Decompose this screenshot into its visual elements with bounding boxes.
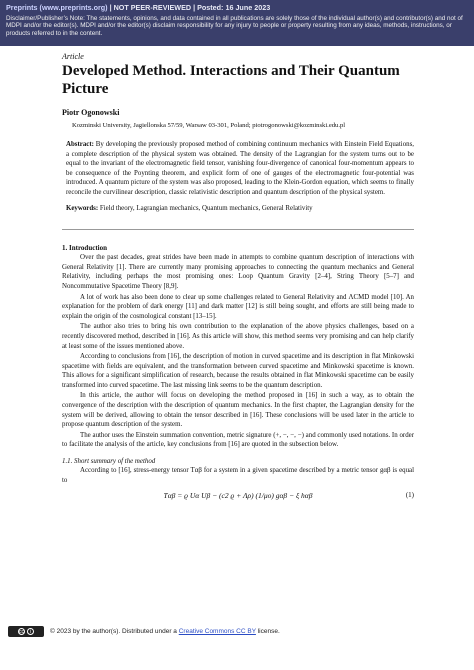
equation-number: (1) bbox=[405, 491, 414, 500]
paragraph: According to [16], stress-energy tensor Tαβ for a system in a given spacetime described by a metric tensor gαβ is equal to bbox=[62, 467, 414, 484]
attribution-icon: i bbox=[27, 628, 34, 635]
abstract-text: By developing the previously proposed method of combining continuum mechanics with Einstein Field Equations, a complete description of the physical system was obtained. The density of the Lagrangian for the system turns out to be equal to the invariant of the electromagnetic field tensor, vanishing four-divergence of canonical four-momentum appears to be consequence of the Poynting theorem, and explicit form of one of gauges of the electromagnetic four-potential was introduced. A quantum picture of the system was also proposed, leading to the Klein-Gordon equation, which seems to finally reconcile the curvilinear description, classic relativistic description and quantum description of the physical system. bbox=[66, 141, 414, 196]
license-link[interactable]: Creative Commons CC BY bbox=[178, 628, 256, 635]
paragraph: The author uses the Einstein summation convention, metric signature (+, −, −, −) and commonly used notations. In order to facilitate the analysis of the article, key conclusions from [16] are quoted in the subsection below. bbox=[62, 431, 414, 449]
banner-header: Preprints (www.preprints.org) | NOT PEER-REVIEWED | Posted: 16 June 2023 bbox=[6, 3, 271, 12]
keywords-label: Keywords: bbox=[66, 204, 99, 212]
article-body bbox=[62, 50, 414, 505]
subsection-heading: 1.1. Short summary of the method bbox=[62, 458, 156, 466]
divider bbox=[62, 229, 414, 230]
paragraph: Over the past decades, great strides have been made in attempts to combine quantum description of interactions with General Relativity [1]. There are currently many promising approaches to connecting the quantum mechanics and General Relativity, including perhaps the most promising ones: Loop Quantum Gravity [2–4], String Theory [5–7] and Noncommutative Spacetime Theory [8,9]. bbox=[62, 254, 414, 290]
equation bbox=[62, 491, 414, 505]
author-name: Piotr Ogonowski bbox=[62, 108, 120, 117]
author-affiliation: Kozminski University, Jagiellonska 57/59, Warsaw 03-301, Poland; piotrogonowski@kozminski.edu.pl bbox=[72, 122, 346, 129]
preprints-link[interactable]: Preprints (www.preprints.org) bbox=[6, 3, 108, 12]
cc-icon: cc bbox=[19, 628, 24, 635]
review-status: NOT PEER-REVIEWED bbox=[113, 3, 192, 12]
disclaimer-text: Disclaimer/Publisher’s Note: The statements, opinions, and data contained in all publications are solely those of the individual author(s) and contributor(s) and not of MDPI and/or the editor(s). MDPI and/or the editor(s) disclaim responsibility for any injury to people or property resulting from any ideas, methods, instructions, or products referred to in the content. bbox=[6, 15, 463, 37]
keywords-text: Field theory, Lagrangian mechanics, Quantum mechanics, General Relativity bbox=[99, 204, 313, 212]
license-footer bbox=[0, 624, 474, 640]
paragraph: In this article, the author will focus on developing the method proposed in [16] in such a way, as to obtain the convergence of the description with the description of quantum mechanics. In the first chapter, the Lagrangian density for the system will be derived, allowing to obtain the tensor described in [16]. These conclusions will be used later in the article to propose quantum description of the system. bbox=[62, 392, 414, 429]
paragraph: A lot of work has also been done to clear up some challenges related to General Relativity and ΛCMD model [10]. An explanation for the problem of dark energy [11] and dark matter [12] is still being sought, and efforts are still being made to explain the origin of the cosmological constant [13–15]. bbox=[62, 293, 414, 320]
paragraph: The author also tries to bring his own contribution to the explanation of the above physics challenges, based on a recently discovered method, described in [16]. As this article will show, this method seems very promising and can help clarify at least some of the issues mentioned above. bbox=[62, 323, 414, 350]
equation-body: Tαβ = ϱ Uα Uβ − (c2 ϱ + Λρ) (1/μo) gαβ − ξ hαβ bbox=[163, 491, 313, 501]
posted-date: Posted: 16 June 2023 bbox=[197, 3, 271, 12]
copyright-text: © 2023 by the author(s). Distributed under a Creative Commons CC BY license. bbox=[50, 628, 280, 635]
article-type: Article bbox=[62, 52, 84, 61]
abstract bbox=[62, 140, 414, 198]
abstract-label: Abstract: bbox=[66, 141, 94, 148]
section-heading: 1. Introduction bbox=[62, 244, 107, 253]
cc-by-badge[interactable] bbox=[8, 626, 44, 637]
paragraph: According to conclusions from [16], the description of motion in curved spacetime and its description in flat Minkowski spacetime with fields are equivalent, and the transformation between curved spacetime and Minkowski spacetime is known. This allows for a significant simplification of research, because the results obtained in flat Minkowski spacetime can be easily transformed into curved spacetime. The last missing link seems to be the quantum description. bbox=[62, 353, 414, 389]
keywords bbox=[62, 204, 414, 214]
paper-title: Developed Method. Interactions and Their Quantum Picture bbox=[62, 63, 400, 97]
preprint-banner bbox=[0, 0, 474, 46]
